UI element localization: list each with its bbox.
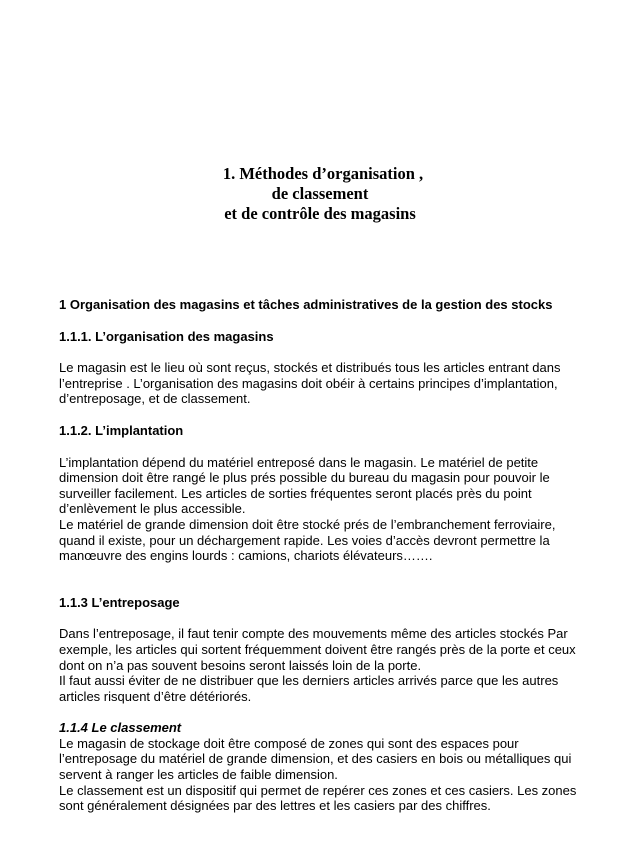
text-line: L’implantation dépend du matériel entreposé dans le magasin. Le matériel de petite [59, 454, 539, 470]
text-line: l’entreposage du matériel de grande dimension, et des casiers en bois ou métalliques qui [59, 751, 572, 767]
text-line: servent à ranger les articles de faible dimension. [59, 767, 338, 783]
section-heading-1-1-2: 1.1.2. L’implantation [59, 422, 184, 438]
text-line: d’enlèvement le plus accessible. [59, 501, 246, 517]
section-heading-1: 1 Organisation des magasins et tâches administratives de la gestion des stocks [59, 297, 553, 312]
text-line: Il faut aussi éviter de ne distribuer que les derniers articles arrivés parce que les autres [59, 673, 559, 689]
text-line: Le magasin de stockage doit être composé de zones qui sont des espaces pour [59, 735, 519, 751]
paragraph-implantation [59, 455, 581, 564]
title-line-3: et de contrôle des magasins [224, 204, 416, 223]
section-heading-1-1-1: 1.1.1. L’organisation des magasins [59, 328, 274, 344]
paragraph-entreposage [59, 626, 581, 704]
text-line: sont généralement désignées par des lettres et les casiers par des chiffres. [59, 798, 491, 814]
paragraph-classement [59, 736, 581, 814]
document-title [0, 164, 640, 224]
section-heading-1-1-4: 1.1.4 Le classement [59, 720, 182, 736]
text-line: exemple, les articles qui sortent fréquemment doivent être rangés près de la porte et ceux [59, 641, 576, 657]
text-line: l’entreprise . L’organisation des magasins doit obéir à certains principes d’implantation, [59, 375, 558, 391]
text-line: Dans l’entreposage, il faut tenir compte des mouvements même des articles stockés Par [59, 626, 568, 642]
text-line: Le magasin est le lieu où sont reçus, stockés et distribués tous les articles entrant dans [59, 360, 561, 376]
text-line: surveiller facilement. Les articles de sorties fréquentes seront placés près du point [59, 485, 532, 501]
text-line: Le matériel de grande dimension doit être stocké prés de l’embranchement ferroviaire, [59, 516, 556, 532]
text-line: Le classement est un dispositif qui permet de repérer ces zones et ces casiers. Les zones [59, 782, 577, 798]
section-heading-1-1-3: 1.1.3 L’entreposage [59, 594, 180, 610]
paragraph-organisation [59, 360, 581, 407]
text-line: quand il existe, pour un déchargement rapide. Les voies d’accès devront permettre la [59, 532, 550, 548]
text-line: d’entreposage, et de classement. [59, 391, 251, 407]
title-line-1: 1. Méthodes d’organisation , [222, 164, 424, 183]
title-line-2: de classement [271, 184, 369, 203]
text-line: articles risquent d’être détériorés. [59, 688, 252, 704]
text-line: dont on n’a pas souvent besoins seront laissés loin de la porte. [59, 657, 422, 673]
text-line: manœuvre des engins lourds : camions, chariots élévateurs……. [59, 548, 433, 564]
document-body [59, 297, 581, 814]
text-line: dimension doit être rangé le plus prés possible du bureau du magasin pour pouvoir le [59, 470, 550, 486]
